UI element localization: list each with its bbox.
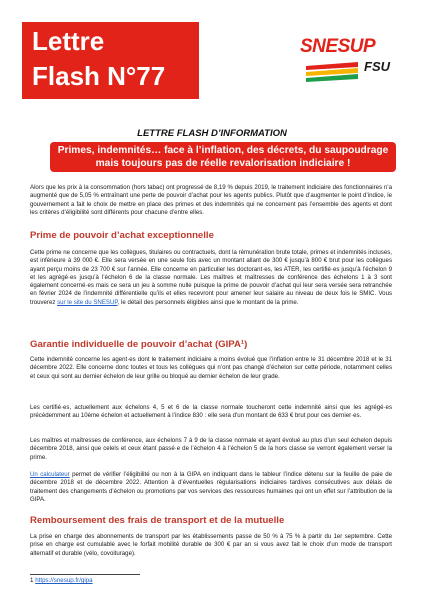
page-subtitle: LETTRE FLASH D’INFORMATION — [137, 128, 287, 139]
snesup-site-link[interactable]: sur le site du SNESUP — [57, 298, 118, 306]
section1-text-b: , le détail des personnels éligibles ainsi que le montant de la prime. — [117, 298, 299, 306]
logo-fsu: FSU — [364, 59, 390, 74]
section2-paragraph1: Cette indemnité concerne les agent·es dont le traitement indiciaire a moins évolué que l’inflation entre le 31 décembre 2018 et le 31 décembre 2022. Elle concerne donc toutes et tous les collègues qui n’ont pas changé d’échelon sur cette période, notamment celles et ceux qui sont au dernier échelon de leur grille ou bloqué au dernier échelon de leur grade. — [30, 356, 392, 380]
header-banner — [22, 22, 199, 99]
snesup-logo — [300, 32, 394, 90]
intro-paragraph: Alors que les prix à la consommation (hors tabac) ont progressé de 8,19 % depuis 2019, le traitement indiciaire des fonctionnaires n’a augmenté que de 5,05 % entraînant une perte de pouvoir d’achat pour les agents publics. Plutôt que d’augmenter le point d’indice, le gouvernement a fait le choix de mettre en place des primes et des indemnités qui ne concernent pas l’ensemble des agents et dont les critères d’éligibilité sont différents pour chacune d’entre elles. — [30, 184, 392, 216]
section1-text-a: Cette prime ne concerne que les collègues, titulaires ou contractuels, dont la rémunération brute totale, primes et indemnités incluses, est inférieure à 39 000 €. Elle sera versée en une seule fois avec un montant allant de 300 € jusqu’à 800 € brut pour les collègues ayant perçu moins de 23 700 € sur l’année. Elle concerne en particulier les doctorant·es, les ATER, les certifié·es jusqu’à l’échelon 9 et les agrégé·es jusqu’à l’échelon 6 de la classe normale. Les maîtres et maîtresses de conférence des échelons 1 à 3 sont également concerné·es mais ce sera un jeu à somme nulle puisque la prime de pouvoir d’achat qui leur sera versée sera retranchée en février 2024 de l’indemnité différentielle qu’ils et elles recevront pour amener leur salaire au niveau de deux fois le SMIC. Vous trouverez — [30, 249, 392, 306]
section2-heading: Garantie individuelle de pouvoir d’achat (GIPA¹) — [30, 339, 248, 350]
headline-line2: mais toujours pas de réelle revalorisation indiciaire ! — [95, 158, 351, 169]
header-title-line2: Flash N°77 — [32, 61, 166, 91]
section3-heading: Remboursement des frais de transport et de la mutuelle — [30, 515, 285, 526]
section2-paragraph3: Les maîtres et maîtresses de conférence, aux échelons 7 à 9 de la classe normale et ayant évolué au plus d’un seul échelon depuis décembre 2018, ainsi que celels et ceux étant passé·e de l’échelon 4 à l’échelon 5 de la hors classe se verront également verser la prime. — [30, 437, 392, 461]
section2-text-4: permet de vérifier l’éligibilité ou non à la GIPA en indiquant dans le tableur l’indice détenu sur la feuille de paie de décembre 2018 et de décembre 2022. Attention à d’éventuelles régularisations indiciaires tardives consécutives aux délais de traitement des changements d’échelon ou promotions par vos services des ressources humaines qui ont un effet sur l’attribution de la GIPA. — [30, 471, 392, 503]
calculator-link[interactable]: Un calculateur — [30, 471, 70, 478]
logo-brand: SNESUP — [300, 36, 376, 57]
footnote — [30, 577, 93, 584]
section3-paragraph: La prise en charge des abonnements de transport par les établissements passe de 50 % à 75 % à partir du 1er septembre. Cette prise en charge est cumulable avec le forfait mobilité durable de 300 € par an si vous avez fait le choix d’un mode de transport alternatif et durable (vélo, covoiturage). — [30, 533, 392, 557]
header-title-line1: Lettre — [32, 26, 105, 56]
headline-line1: Primes, indemnités… face à l’inflation, des décrets, du saupoudrage — [57, 145, 389, 156]
section1-paragraph — [30, 249, 392, 307]
section2-paragraph4 — [30, 471, 392, 504]
footnote-number: 1 — [30, 577, 34, 584]
headline-banner — [50, 142, 396, 172]
section2-paragraph2: Les certifié·es, actuellement aux échelons 4, 5 et 6 de la classe normale toucheront cette indemnité ainsi que les agrégé·es précédemment au 10ème échelon et actuellement à l’indice 830 : elle sera d’un montant de 633 € brut pour ces dernier·es. — [30, 404, 392, 420]
logo-stripes-icon — [304, 60, 360, 84]
section1-heading: Prime de pouvoir d’achat exceptionnelle — [30, 230, 214, 241]
footnote-link[interactable]: https://snesup.fr/gipa — [35, 577, 93, 584]
footnote-divider — [30, 574, 140, 575]
